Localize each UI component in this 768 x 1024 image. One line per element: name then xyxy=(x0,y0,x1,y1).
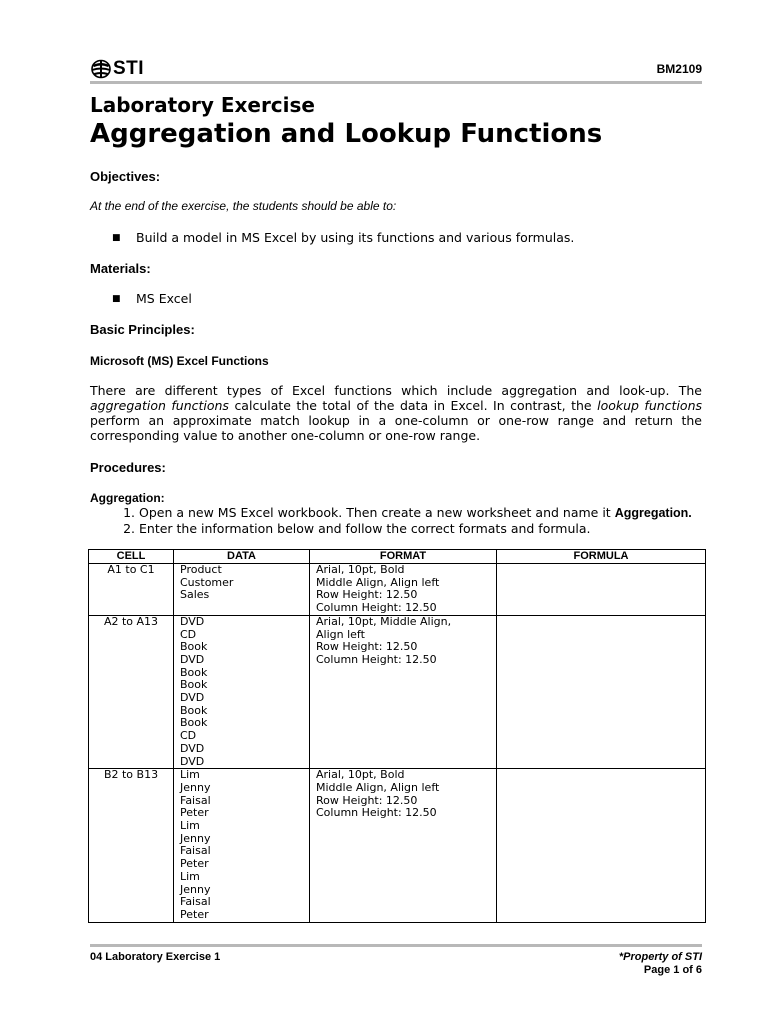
table-row xyxy=(89,564,706,616)
data-values xyxy=(174,769,310,922)
sti-logo xyxy=(90,58,144,80)
objective-item: Build a model in MS Excel by using its functions and various formulas. xyxy=(136,230,575,245)
data-value: Jenny xyxy=(180,882,211,896)
data-value: Faisal xyxy=(180,895,211,909)
principles-heading: Basic Principles: xyxy=(90,322,195,337)
format-line: Column Height: 12.50 xyxy=(316,601,437,615)
page-title: Aggregation and Lookup Functions xyxy=(90,119,603,149)
formula-cell xyxy=(497,615,706,768)
data-value: DVD xyxy=(180,691,205,705)
format-spec xyxy=(310,564,497,616)
format-line: Row Height: 12.50 xyxy=(316,588,418,602)
format-line: Arial, 10pt, Bold xyxy=(316,768,405,782)
data-value: Faisal xyxy=(180,793,211,807)
footer-label: 04 Laboratory Exercise 1 xyxy=(90,951,221,963)
principles-subheading: Microsoft (MS) Excel Functions xyxy=(90,354,269,368)
sti-globe-icon xyxy=(90,59,112,79)
objectives-heading: Objectives: xyxy=(90,169,161,184)
table-row xyxy=(89,769,706,922)
data-value: Book xyxy=(180,703,208,717)
format-line: Middle Align, Align left xyxy=(316,780,440,794)
data-value: DVD xyxy=(180,652,205,666)
property-notice: *Property of STI xyxy=(618,951,702,963)
term-aggregation: aggregation functions xyxy=(90,398,229,413)
column-header: DATA xyxy=(174,550,310,564)
format-line: Column Height: 12.50 xyxy=(316,806,437,820)
data-value: Peter xyxy=(180,857,209,871)
data-value: Peter xyxy=(180,806,209,820)
data-value: Lim xyxy=(180,819,200,833)
footer-divider xyxy=(90,944,702,947)
format-line: Arial, 10pt, Middle Align, xyxy=(316,614,452,628)
data-table xyxy=(88,549,706,923)
data-value: DVD xyxy=(180,614,205,628)
format-line: Row Height: 12.50 xyxy=(316,640,418,654)
format-spec xyxy=(310,769,497,922)
data-value: Lim xyxy=(180,768,200,782)
document-code: BM2109 xyxy=(656,62,702,76)
data-value: Peter xyxy=(180,907,209,921)
data-value: Jenny xyxy=(180,780,211,794)
data-value: Book xyxy=(180,716,208,730)
format-line: Arial, 10pt, Bold xyxy=(316,563,405,576)
data-value: Book xyxy=(180,640,208,654)
data-value: Product xyxy=(180,563,222,576)
formula-cell xyxy=(497,564,706,616)
page-number: Page 1 of 6 xyxy=(643,964,702,976)
data-value: Book xyxy=(180,665,208,679)
procedures-heading: Procedures: xyxy=(90,460,166,475)
cell-range: A2 to A13 xyxy=(89,615,174,768)
formula-cell xyxy=(497,769,706,922)
logo-text: STI xyxy=(113,58,145,79)
data-value: Sales xyxy=(180,588,210,602)
data-value: Lim xyxy=(180,869,200,883)
lab-title: Laboratory Exercise xyxy=(90,93,315,117)
column-header: FORMULA xyxy=(497,550,706,564)
data-value: Customer xyxy=(180,575,234,589)
format-line: Column Height: 12.50 xyxy=(316,652,437,666)
aggregation-subheading: Aggregation: xyxy=(90,491,165,505)
header-divider xyxy=(90,81,702,84)
data-value: CD xyxy=(180,729,197,743)
table-header-row xyxy=(89,550,706,564)
format-line: Row Height: 12.50 xyxy=(316,793,418,807)
bullet-icon: ■ xyxy=(112,233,121,243)
data-value: Faisal xyxy=(180,844,211,858)
data-value: DVD xyxy=(180,741,205,755)
cell-range: B2 to B13 xyxy=(89,769,174,922)
material-item: MS Excel xyxy=(136,291,192,306)
cell-range: A1 to C1 xyxy=(89,564,174,616)
step-1: 1. Open a new MS Excel workbook. Then create a new worksheet and name it Aggregation. xyxy=(123,505,692,520)
bullet-icon: ■ xyxy=(112,294,121,304)
procedure-steps xyxy=(90,505,692,536)
footer-info xyxy=(619,951,702,977)
materials-heading: Materials: xyxy=(90,261,151,276)
data-values xyxy=(174,564,310,616)
data-value: Book xyxy=(180,678,208,692)
data-values xyxy=(174,615,310,768)
data-value: DVD xyxy=(180,754,205,768)
step-2: 2. Enter the information below and follow the correct formats and formula. xyxy=(123,521,591,536)
objectives-intro: At the end of the exercise, the students should be able to: xyxy=(90,199,397,213)
term-lookup: lookup functions xyxy=(597,398,703,413)
column-header: FORMAT xyxy=(310,550,497,564)
table-row xyxy=(89,615,706,768)
data-value: Jenny xyxy=(180,831,211,845)
format-line: Middle Align, Align left xyxy=(316,575,440,589)
principles-paragraph: There are different types of Excel functions which include aggregation and look-up. The aggregation functions calculate the total of the data in Excel. In contrast, the lookup functions perform an approximate match lookup in a one-column or one-row range and return the corresponding value to another one-column or one-row range. xyxy=(90,383,703,443)
data-value: CD xyxy=(180,627,197,641)
column-header: CELL xyxy=(89,550,174,564)
format-spec xyxy=(310,615,497,768)
format-line: Align left xyxy=(316,627,365,641)
